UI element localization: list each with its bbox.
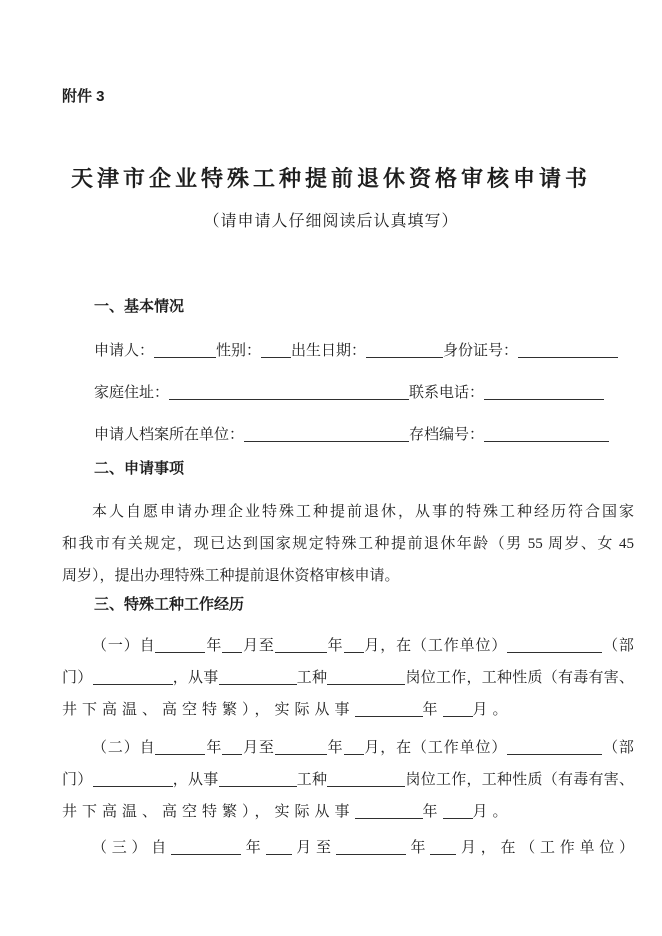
blank-field <box>484 386 604 400</box>
text-segment: 月至 <box>291 840 336 856</box>
document-title: 天津市企业特殊工种提前退休资格审核申请书 <box>70 166 591 191</box>
text-segment: （三）自 <box>92 840 171 856</box>
blank-field <box>355 805 423 819</box>
text-segment: 出生日期： <box>291 343 367 359</box>
text-segment: 井下高温、高空特繁），实际从事 <box>62 702 355 718</box>
text-segment: 身份证号： <box>443 343 519 359</box>
text-segment: ，从事 <box>172 670 219 686</box>
blank-field <box>484 428 609 442</box>
text-segment: 井下高温、高空特繁），实际从事 <box>62 804 355 820</box>
blank-field <box>222 639 242 653</box>
text-segment: ，从事 <box>172 772 219 788</box>
blank-field <box>244 428 409 442</box>
text-segment: 年 <box>405 840 431 856</box>
blank-field <box>219 773 297 787</box>
experience-1-line-2 <box>62 662 634 694</box>
blank-field <box>171 841 241 855</box>
experience-3-line-1 <box>62 832 634 864</box>
blank-field <box>155 741 205 755</box>
basic-info-line-archive <box>62 424 634 446</box>
blank-field <box>93 773 173 787</box>
experience-2-line-1 <box>62 732 634 764</box>
basic-info-line-applicant <box>62 340 634 362</box>
text-segment: 门） <box>62 670 93 686</box>
text-segment: 岗位工作，工种性质（有毒有害、 <box>405 670 634 686</box>
text-segment: 家庭住址： <box>94 385 170 401</box>
blank-field <box>93 671 173 685</box>
section-2-heading: 二、申请事项 <box>94 460 185 477</box>
text-segment: （部 <box>602 740 634 756</box>
text-segment: 工种 <box>296 772 328 788</box>
section-3-heading: 三、特殊工种工作经历 <box>94 596 245 613</box>
text-segment: 性别： <box>216 343 262 359</box>
text-segment: 月，在（工作单位） <box>363 638 508 654</box>
section-1-heading: 一、基本情况 <box>94 298 185 315</box>
attachment-label: 附件 3 <box>62 88 105 105</box>
experience-entry-2 <box>62 732 634 828</box>
blank-field <box>327 671 405 685</box>
text-segment: （部 <box>602 638 634 654</box>
text-segment: 申请人档案所在单位： <box>94 427 245 443</box>
basic-info-line-address <box>62 382 634 404</box>
text-segment: 岗位工作，工种性质（有毒有害、 <box>405 772 634 788</box>
blank-field <box>507 741 602 755</box>
experience-2-line-2 <box>62 764 634 796</box>
text-segment: 年 <box>326 638 344 654</box>
text-segment: 月，在（工作单位） <box>363 740 508 756</box>
blank-field <box>261 344 291 358</box>
blank-field <box>344 741 364 755</box>
experience-2-line-3 <box>62 796 634 828</box>
application-paragraph-line-2: 和我市有关规定，现已达到国家规定特殊工种提前退休年龄（男 55 周岁、女 45 <box>62 536 634 552</box>
experience-entry-1 <box>62 630 634 726</box>
application-paragraph-line-3: 周岁），提出办理特殊工种提前退休资格审核申请。 <box>62 568 400 584</box>
text-segment: （一）自 <box>92 638 156 654</box>
blank-field <box>266 841 292 855</box>
blank-field <box>430 841 456 855</box>
blank-field <box>219 671 297 685</box>
text-segment: 联系电话： <box>409 385 485 401</box>
text-segment: （二）自 <box>92 740 156 756</box>
text-segment: 年 <box>326 740 344 756</box>
blank-field <box>154 344 216 358</box>
blank-field <box>443 805 473 819</box>
text-segment: 年 <box>422 702 443 718</box>
text-segment: 年 <box>205 740 223 756</box>
text-segment: 工种 <box>296 670 328 686</box>
text-segment: 月至 <box>242 740 275 756</box>
blank-field <box>344 639 364 653</box>
blank-field <box>169 386 409 400</box>
blank-field <box>366 344 443 358</box>
text-segment: 月。 <box>472 702 513 718</box>
text-segment: 门） <box>62 772 93 788</box>
text-segment: 年 <box>241 840 266 856</box>
blank-field <box>507 639 602 653</box>
blank-field <box>222 741 242 755</box>
text-segment: 年 <box>422 804 443 820</box>
text-segment: 月至 <box>242 638 275 654</box>
blank-field <box>275 639 327 653</box>
blank-field <box>275 741 327 755</box>
text-segment: 月，在（工作单位） <box>456 840 634 856</box>
text-segment: 月。 <box>472 804 513 820</box>
blank-field <box>327 773 405 787</box>
application-paragraph <box>62 496 634 592</box>
experience-1-line-3 <box>62 694 634 726</box>
text-segment: 申请人： <box>94 343 155 359</box>
document-subtitle: （请申请人仔细阅读后认真填写） <box>203 213 459 230</box>
blank-field <box>518 344 618 358</box>
blank-field <box>443 703 473 717</box>
text-segment: 年 <box>205 638 223 654</box>
text-segment: 存档编号： <box>409 427 485 443</box>
blank-field <box>355 703 423 717</box>
blank-field <box>155 639 205 653</box>
experience-entry-3 <box>62 832 634 864</box>
experience-1-line-1 <box>62 630 634 662</box>
blank-field <box>336 841 406 855</box>
application-paragraph-line-1: 本人自愿申请办理企业特殊工种提前退休，从事的特殊工种经历符合国家 <box>92 504 634 520</box>
